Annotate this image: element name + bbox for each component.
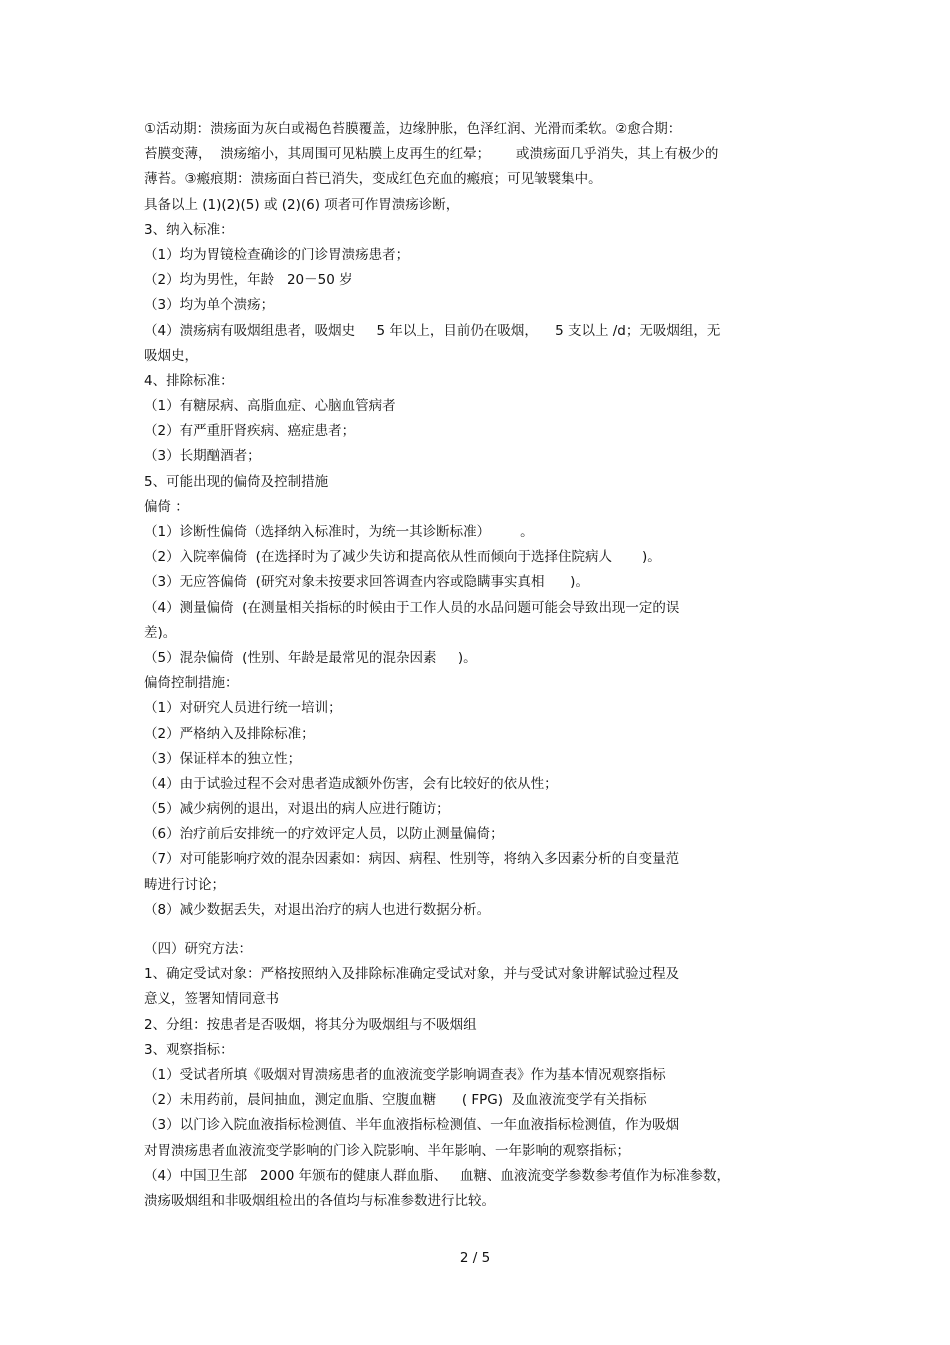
list-item: （5）混杂偏倚 (性别、年龄是最常见的混杂因素 )。 bbox=[144, 649, 477, 666]
document-body bbox=[144, 117, 804, 1214]
text-line: 意义，签署知情同意书 bbox=[144, 991, 279, 1008]
list-item: （5）减少病例的退出，对退出的病人应进行随访； bbox=[144, 801, 450, 818]
list-item: （3）无应答偏倚 (研究对象未按要求回答调查内容或隐瞒事实真相 )。 bbox=[144, 574, 589, 591]
list-item: （3）以门诊入院血液指标检测值、半年血液指标检测值、一年血液指标检测值，作为吸烟 bbox=[144, 1117, 680, 1134]
list-item: （2）严格纳入及排除标准； bbox=[144, 725, 315, 742]
list-item: 1、确定受试对象：严格按照纳入及排除标准确定受试对象，并与受试对象讲解试验过程及 bbox=[144, 966, 680, 983]
text-line: 对胃溃疡患者血液流变学影响的门诊入院影响、半年影响、一年影响的观察指标； bbox=[144, 1142, 630, 1159]
text-line: ①活动期：溃疡面为灰白或褐色苔膜覆盖，边缘肿胀，色泽红润、光滑而柔软。②愈合期： bbox=[144, 121, 682, 137]
list-item: （2）有严重肝肾疾病、癌症患者； bbox=[144, 423, 356, 440]
list-item: （4）由于试验过程不会对患者造成额外伤害，会有比较好的依从性； bbox=[144, 775, 558, 792]
text-line: 差)。 bbox=[144, 624, 177, 641]
text-line: 吸烟史， bbox=[144, 347, 198, 364]
section-heading: 5、可能出现的偏倚及控制措施 bbox=[144, 473, 329, 490]
list-item: （1）受试者所填《吸烟对胃溃疡患者的血液流变学影响调查表》作为基本情况观察指标 bbox=[144, 1066, 666, 1083]
list-item: （1）诊断性偏倚（选择纳入标准时，为统一其诊断标准） 。 bbox=[144, 524, 534, 540]
section-heading: 3、观察指标： bbox=[144, 1041, 234, 1058]
text-line: 畴进行讨论； bbox=[144, 876, 225, 893]
paragraph-gap bbox=[144, 923, 804, 937]
list-item: （2）未用药前，晨间抽血，测定血脂、空腹血糖 ( FPG) 及血液流变学有关指标 bbox=[144, 1092, 647, 1109]
list-item: （6）治疗前后安排统一的疗效评定人员，以防止测量偏倚； bbox=[144, 826, 504, 843]
section-heading: （四）研究方法： bbox=[144, 941, 252, 957]
list-item: （3）保证样本的独立性； bbox=[144, 750, 302, 767]
section-heading: 3、纳入标准： bbox=[144, 221, 234, 238]
list-item: （3）长期酗酒者； bbox=[144, 448, 261, 465]
subheading: 偏倚控制措施： bbox=[144, 675, 239, 692]
list-item: （2）均为男性，年龄 20－50 岁 bbox=[144, 272, 353, 289]
text-line: 溃疡吸烟组和非吸烟组检出的各值均与标准参数进行比较。 bbox=[144, 1192, 495, 1209]
list-item: （7）对可能影响疗效的混杂因素如：病因、病程、性别等，将纳入多因素分析的自变量范 bbox=[144, 851, 680, 868]
list-item: （8）减少数据丢失，对退出治疗的病人也进行数据分析。 bbox=[144, 901, 491, 918]
list-item: （3）均为单个溃疡； bbox=[144, 297, 275, 314]
list-item: （4）溃疡病有吸烟组患者，吸烟史 5 年以上，目前仍在吸烟， 5 支以上 /d；无吸烟组，无 bbox=[144, 322, 721, 339]
section-heading: 4、排除标准： bbox=[144, 372, 234, 389]
subheading: 偏倚 ： bbox=[144, 498, 189, 515]
page-number: 2 / 5 bbox=[459, 1250, 491, 1266]
list-item: （1）对研究人员进行统一培训； bbox=[144, 700, 342, 717]
list-item: （4）中国卫生部 2000 年颁布的健康人群血脂、 血糖、血液流变学参数参考值作为标准参数， bbox=[144, 1167, 730, 1184]
list-item: （1）有糖尿病、高脂血症、心脑血管病者 bbox=[144, 398, 396, 415]
list-item: 2、分组：按患者是否吸烟，将其分为吸烟组与不吸烟组 bbox=[144, 1016, 477, 1033]
list-item: （1）均为胃镜检查确诊的门诊胃溃疡患者； bbox=[144, 246, 410, 263]
text-line: 薄苔。③瘢痕期：溃疡面白苔已消失，变成红色充血的瘢痕；可见皱襞集中。 bbox=[144, 171, 602, 188]
text-line: 具备以上 (1)(2)(5) 或 (2)(6) 项者可作胃溃疡诊断， bbox=[144, 196, 460, 213]
text-line: 苔膜变薄， 溃疡缩小，其周围可见粘膜上皮再生的红晕； 或溃疡面几乎消失，其上有极少的 bbox=[144, 146, 719, 163]
list-item: （4）测量偏倚 (在测量相关指标的时候由于工作人员的水品问题可能会导致出现一定的误 bbox=[144, 599, 680, 616]
list-item: （2）入院率偏倚 (在选择时为了减少失访和提高依从性而倾向于选择住院病人 )。 bbox=[144, 549, 661, 566]
